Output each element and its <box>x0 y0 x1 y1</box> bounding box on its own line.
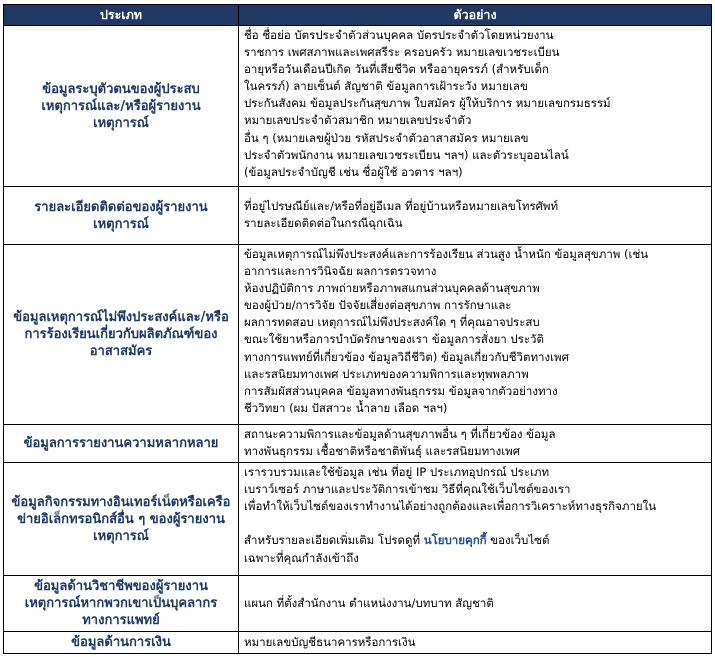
example-line: ห้องปฏิบัติการ ภาพถ่ายหรือภาพสแกนส่วนบุคคลด้านสุขภาพ <box>244 281 540 296</box>
examples-cell <box>239 576 712 632</box>
table-row <box>4 463 712 576</box>
example-line: เรารวบรวมและใช้ข้อมูล เช่น ที่อยู่ IP ประเภทอุปกรณ์ ประเภท <box>244 465 550 480</box>
data-categories-table <box>3 4 712 654</box>
example-line: ขณะใช้ยาหรือการบำบัดรักษาของเรา ข้อมูลการสั่งยา ประวัติ <box>244 332 544 347</box>
cookie-policy-link[interactable]: นโยบายคุกกี้ <box>423 533 487 548</box>
examples-cell <box>239 463 712 576</box>
example-line: (ข้อมูลประจำบัญชี เช่น ชื่อผู้ใช้ อวตาร ฯลฯ) <box>244 164 463 179</box>
example-line: เบราว์เซอร์ ภาษาและประวัติการเข้าชม วิธีที่คุณใช้เว็บไซต์ของเรา <box>244 482 571 497</box>
category-cell: ข้อมูลการรายงานความหลากหลาย <box>4 425 239 463</box>
category-cell: ข้อมูลด้านการเงิน <box>4 632 239 654</box>
example-line: ในครรภ์) ลายเซ็นต์ สัญชาติ ข้อมูลการเฝ้าระวัง หมายเลข <box>244 79 528 94</box>
example-line: หมายเลขประจำตัวสมาชิก หมายเลขประจำตัว <box>244 113 472 128</box>
example-line: ราชการ เพศสภาพและเพศสรีระ ครอบครัว หมายเลขเวชระเบียน <box>244 45 560 60</box>
example-line: ทางพันธุกรรม เชื้อชาติหรือชาติพันธุ์ และรสนิยมทางเพศ <box>244 444 521 459</box>
example-line: และรสนิยมทางเพศ ประเภทของความพิการและทุพพลภาพ <box>244 366 529 381</box>
example-line: รายละเอียดติดต่อในกรณีฉุกเฉิน <box>244 216 403 230</box>
note-suffix: ของเว็บไซต์ <box>486 533 550 548</box>
examples-cell <box>239 26 712 187</box>
example-line: หมายเลขบัญชีธนาคารหรือการเงิน <box>244 634 416 649</box>
example-line: ชีววิทยา (ผม ปัสสาวะ น้ำลาย เลือด ฯลฯ) <box>244 400 448 415</box>
note-prefix: สำหรับรายละเอียดเพิ่มเติม โปรดดูที่ <box>244 533 424 548</box>
example-line: อื่น ๆ (หมายเลขผู้ป่วย รหัสประจำตัวอาสาสมัคร หมายเลข <box>244 130 529 145</box>
example-line <box>244 532 706 549</box>
table-row <box>4 425 712 463</box>
table-row <box>4 632 712 654</box>
category-cell: ข้อมูลด้านวิชาชีพของผู้รายงานเหตุการณ์หากพวกเขาเป็นบุคลากรทางการแพทย์ <box>4 576 239 632</box>
example-line: สถานะความพิการและข้อมูลด้านสุขภาพอื่น ๆ ที่เกี่ยวข้อง ข้อมูล <box>244 427 556 441</box>
example-line: การสัมผัสส่วนบุคคล ข้อมูลทางพันธุกรรม ข้อมูลจากตัวอย่างทาง <box>244 383 558 398</box>
examples-cell <box>239 187 712 245</box>
example-line: แผนก ที่ตั้งสำนักงาน ตำแหน่งงาน/บทบาท สัญชาติ <box>244 595 494 610</box>
example-line: ข้อมูลเหตุการณ์ไม่พึงประสงค์และการร้องเรียน ส่วนสูง น้ำหนัก ข้อมูลสุขภาพ (เช่น <box>244 247 649 261</box>
table-header-row <box>4 5 712 26</box>
example-line: ประจำตัวพนักงาน หมายเลขเวชระเบียน ฯลฯ) และตัวระบุออนไลน์ <box>244 147 569 162</box>
category-cell: ข้อมูลระบุตัวตนของผู้ประสบเหตุการณ์และ/หรือผู้รายงานเหตุการณ์ <box>4 26 239 187</box>
example-line: ของผู้ป่วย/การวิจัย ปัจจัยเสี่ยงต่อสุขภาพ การรักษาและ <box>244 298 512 313</box>
category-cell: ข้อมูลกิจกรรมทางอินเทอร์เน็ตหรือเครือข่ายอิเล็กทรอนิกส์อื่น ๆ ของผู้รายงานเหตุการณ์ <box>4 463 239 576</box>
examples-cell <box>239 632 712 654</box>
table-row <box>4 576 712 632</box>
example-line: เพื่อทำให้เว็บไซต์ของเราทำงานได้อย่างถูกต้องและเพื่อการวิเคราะห์ทางธุรกิจภายใน <box>244 499 657 514</box>
example-line: ประกันสังคม ข้อมูลประกันสุขภาพ ใบสมัคร ผู้ให้บริการ หมายเลขกรมธรรม์ <box>244 96 611 111</box>
table-row <box>4 26 712 187</box>
examples-cell <box>239 245 712 425</box>
spacer <box>244 515 706 532</box>
category-cell: รายละเอียดติดต่อของผู้รายงานเหตุการณ์ <box>4 187 239 245</box>
example-line: เฉพาะที่คุณกำลังเข้าถึง <box>244 550 359 565</box>
example-line: ที่อยู่ไปรษณีย์และ/หรือที่อยู่อีเมล ที่อยู่บ้านหรือหมายเลขโทรศัพท์ <box>244 198 559 213</box>
example-line: ชื่อ ชื่อย่อ บัตรประจำตัวส่วนบุคคล บัตรประจำตัวโดยหน่วยงาน <box>244 28 554 42</box>
header-type: ประเภท <box>4 5 239 26</box>
example-line: ผลการทดสอบ เหตุการณ์ไม่พึงประสงค์ใด ๆ ที่คุณอาจประสบ <box>244 315 540 330</box>
category-cell: ข้อมูลเหตุการณ์ไม่พึงประสงค์และ/หรือการร้องเรียนเกี่ยวกับผลิตภัณฑ์ของอาสาสมัคร <box>4 245 239 425</box>
table-row <box>4 245 712 425</box>
examples-cell <box>239 425 712 463</box>
example-line: อายุหรือวันเดือนปีเกิด วันที่เสียชีวิต หรืออายุครรภ์ (สำหรับเด็ก <box>244 62 549 77</box>
example-line: อาการและการวินิจฉัย ผลการตรวจทาง <box>244 264 437 279</box>
table-row <box>4 187 712 245</box>
example-line: ทางการแพทย์ที่เกี่ยวข้อง ข้อมูลวิถีชีวิต) ข้อมูลเกี่ยวกับชีวิตทางเพศ <box>244 349 569 364</box>
header-examples: ตัวอย่าง <box>239 5 712 26</box>
